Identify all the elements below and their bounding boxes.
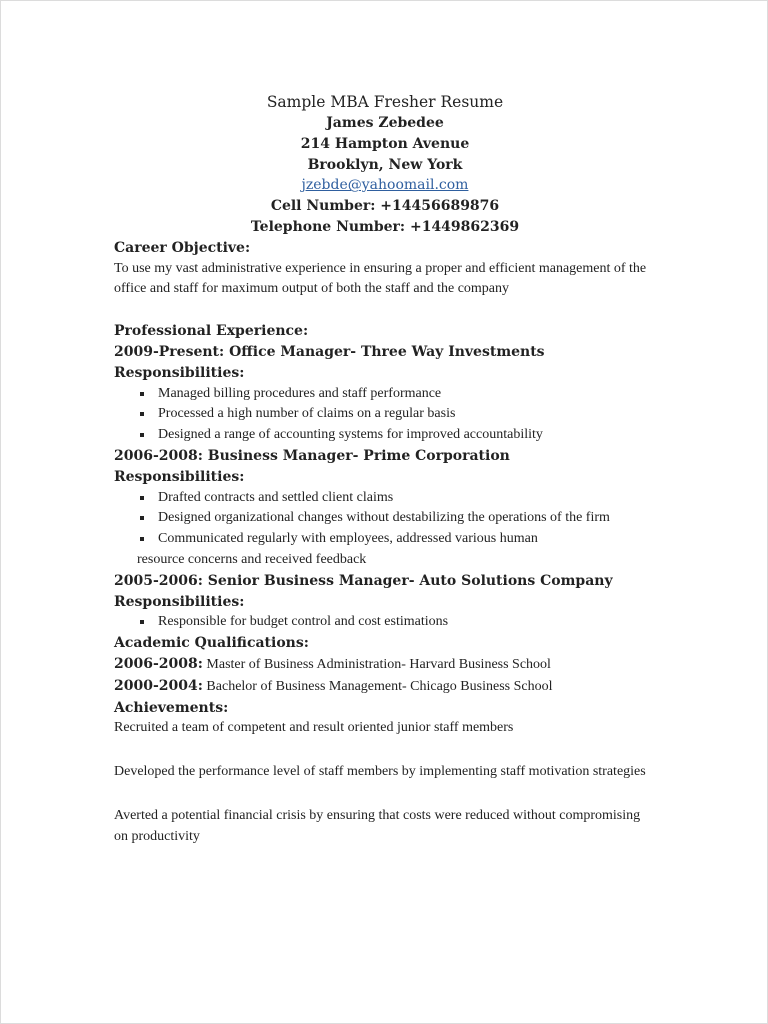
experience-heading: Professional Experience: [114,323,309,340]
responsibilities-heading: Responsibilities: [114,593,245,610]
achievement-item: Averted a potential financial crisis by ensuring that costs were reduced without compromising on productivity [114,807,641,844]
telephone-number: Telephone Number: +1449862369 [250,218,520,235]
email-link[interactable]: jzebde@yahoomail.com [301,177,469,194]
responsibilities-list [114,384,649,446]
academic-years: 2006-2008: [114,655,203,672]
career-objective-heading: Career Objective: [114,239,251,256]
job-title: 2005-2006: Senior Business Manager- Auto Solutions Company [114,572,613,589]
list-item: Managed billing procedures and staff performance [114,384,649,405]
responsibilities-list [114,612,649,633]
document-title: Sample MBA Fresher Resume [266,93,504,111]
academic-entry [114,676,649,698]
list-item: Drafted contracts and settled client claims [114,488,649,509]
responsibilities-heading: Responsibilities: [114,364,245,381]
candidate-name: James Zebedee [326,115,444,131]
list-item: Processed a high number of claims on a regular basis [114,404,649,425]
list-item: Designed a range of accounting systems for improved accountability [114,425,649,446]
job-title: 2009-Present: Office Manager- Three Way Investments [114,343,545,360]
responsibilities-heading: Responsibilities: [114,468,245,485]
academic-heading: Academic Qualifications: [114,635,309,652]
achievements-heading: Achievements: [114,699,229,716]
responsibilities-list [114,488,649,550]
resume-header [114,91,656,238]
list-item: Responsible for budget control and cost estimations [114,612,649,633]
address-line-2: Brooklyn, New York [307,156,463,173]
academic-degree: Bachelor of Business Management- Chicago Business School [202,678,553,694]
list-item-continuation: resource concerns and received feedback [137,551,367,567]
achievement-item: Recruited a team of competent and result oriented junior staff members [114,720,514,736]
address-line-1: 214 Hampton Avenue [300,135,470,152]
achievement-item: Developed the performance level of staff members by implementing staff motivation strategies [114,764,646,780]
academic-years: 2000-2004: [114,677,203,694]
job-title: 2006-2008: Business Manager- Prime Corporation [114,447,510,464]
cell-number: Cell Number: +14456689876 [270,198,500,215]
academic-entry [114,654,649,676]
resume-content [114,91,649,848]
academic-degree: Master of Business Administration- Harvard Business School [202,656,551,672]
list-item: Communicated regularly with employees, addressed various human [114,529,649,550]
career-objective-text: To use my vast administrative experience in ensuring a proper and efficient management of the office and staff for maximum output of both the staff and the company [114,260,647,297]
list-item: Designed organizational changes without destabilizing the operations of the firm [114,508,649,529]
